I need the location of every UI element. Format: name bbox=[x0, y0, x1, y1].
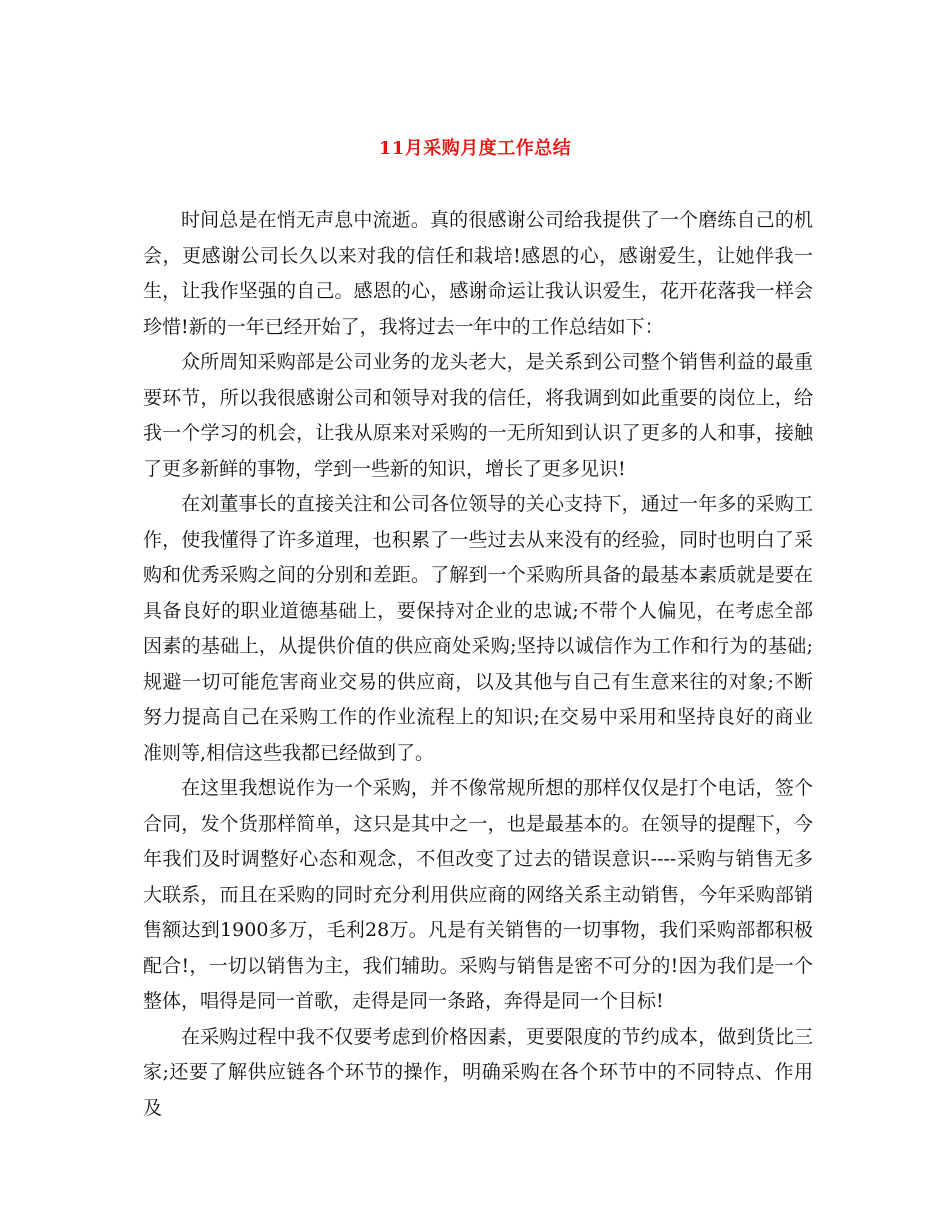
paragraph-2: 众所周知采购部是公司业务的龙头老大，是关系到公司整个销售利益的最重要环节，所以我很感谢公司和领导对我的信任，将我调到如此重要的岗位上，给我一个学习的机会，让我从原来对采购的一无所知到认识了更多的人和事，接触了更多新鲜的事物，学到一些新的知识，增长了更多见识! bbox=[143, 351, 813, 480]
paragraph-1: 时间总是在悄无声息中流逝。真的很感谢公司给我提供了一个磨练自己的机会，更感谢公司长久以来对我的信任和栽培!感恩的心，感谢爱生，让她伴我一生，让我作坚强的自己。感恩的心，感谢命运让我认识爱生，花开花落我一样会珍惜!新的一年已经开始了，我将过去一年中的工作总结如下： bbox=[143, 209, 813, 338]
paragraph-4: 在这里我想说作为一个采购，并不像常规所想的那样仅仅是打个电话，签个合同，发个货那样简单，这只是其中之一，也是最基本的。在领导的提醒下，今年我们及时调整好心态和观念，不但改变了过去的错误意识----采购与销售无多大联系，而且在采购的同时充分利用供应商的网络关系主动销售，今年采购部销售额达到1900多万，毛利28万。凡是有关销售的一切事物，我们采购部都积极配合!，一切以销售为主，我们辅助。采购与销售是密不可分的!因为我们是一个整体，唱得是同一首歌，走得是同一条路，奔得是同一个目标! bbox=[143, 777, 813, 1012]
document-body bbox=[143, 203, 813, 1126]
paragraph-3: 在刘董事长的直接关注和公司各位领导的关心支持下，通过一年多的采购工作，使我懂得了许多道理，也积累了一些过去从来没有的经验，同时也明白了采购和优秀采购之间的分别和差距。了解到一个采购所具备的最基本素质就是要在具备良好的职业道德基础上，要保持对企业的忠诚;不带个人偏见，在考虑全部因素的基础上，从提供价值的供应商处采购;坚持以诚信作为工作和行为的基础;规避一切可能危害商业交易的供应商，以及其他与自己有生意来往的对象;不断努力提高自己在采购工作的作业流程上的知识;在交易中采用和坚持良好的商业准则等,相信这些我都已经做到了。 bbox=[143, 493, 813, 764]
document-title: 11月采购月度工作总结 bbox=[378, 138, 572, 159]
paragraph-5: 在采购过程中我不仅要考虑到价格因素，更要限度的节约成本，做到货比三家;还要了解供应链各个环节的操作，明确采购在各个环节中的不同特点、作用及 bbox=[143, 1025, 813, 1119]
